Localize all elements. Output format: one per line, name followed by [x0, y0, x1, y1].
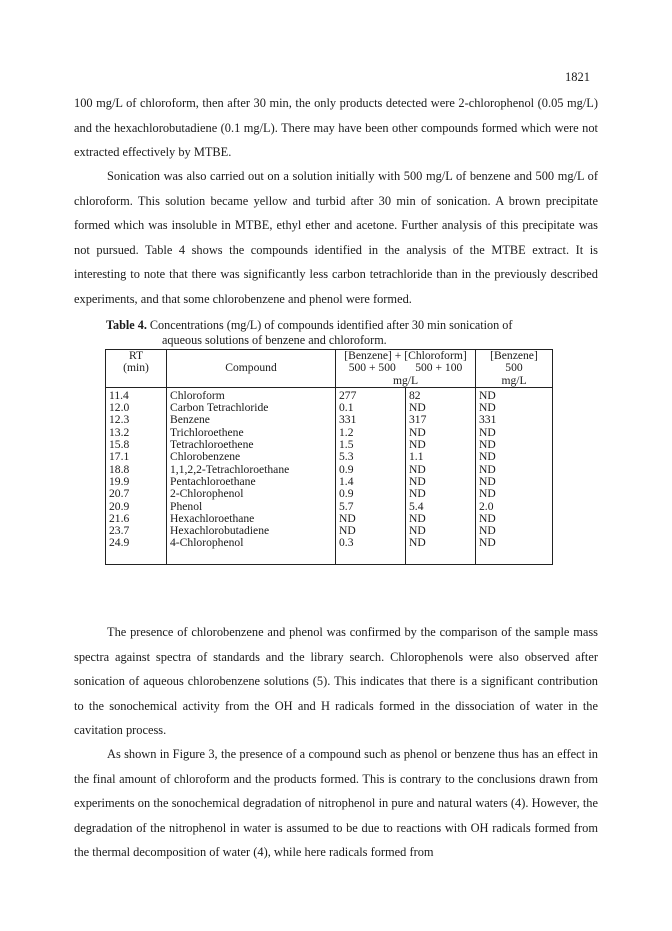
cell-compound: Chloroform — [167, 387, 336, 402]
table-caption — [106, 318, 576, 348]
cell-mix-500-100: 5.4 — [406, 501, 476, 513]
paragraph-sonication-benzene: Sonication was also carried out on a solution initially with 500 mg/L of benzene and 500 mg/L of chloroform. This solution became yellow and turbid after 30 min of sonication. A brown precipitate formed which was insoluble in MTBE, ethyl ether and acetone. Further analysis of this precipitate was not pursued. Table 4 shows the compounds identified in the analysis of the MTBE extract. It is interesting to note that there was significantly less carbon tetrachloride than in the previously described experiments, and that some chlorobenzene and phenol were formed. — [74, 169, 598, 306]
cell-mix-500-100: ND — [406, 464, 476, 476]
cell-benzene-500: ND — [476, 525, 553, 537]
cell-mix-500-500: 0.1 — [336, 402, 406, 414]
cell-mix-500-500: 1.4 — [336, 476, 406, 488]
header-benzene-conc: 500 — [505, 361, 523, 375]
cell-compound: Carbon Tetrachloride — [167, 402, 336, 414]
header-mixture-500-500: 500 + 500 — [348, 361, 396, 375]
cell-mix-500-100: 317 — [406, 414, 476, 426]
header-benzene — [476, 350, 553, 388]
cell-rt: 12.0 — [106, 402, 167, 414]
cell-compound: Tetrachloroethene — [167, 439, 336, 451]
header-benzene-unit: mg/L — [501, 373, 527, 387]
cell-mix-500-500: 277 — [336, 387, 406, 402]
header-rt — [106, 350, 167, 388]
cell-mix-500-500: ND — [336, 525, 406, 537]
cell-rt: 12.3 — [106, 414, 167, 426]
cell-rt: 13.2 — [106, 427, 167, 439]
cell-mix-500-500: 1.5 — [336, 439, 406, 451]
cell-rt: 24.9 — [106, 537, 167, 549]
cell-compound: 1,1,2,2-Tetrachloroethane — [167, 464, 336, 476]
cell-mix-500-100: ND — [406, 525, 476, 537]
table-row — [106, 488, 553, 500]
header-rt-unit: (min) — [123, 361, 149, 375]
cell-mix-500-500: ND — [336, 513, 406, 525]
cell-rt: 11.4 — [106, 387, 167, 402]
table-header-row — [106, 350, 553, 388]
cell-mix-500-500: 0.9 — [336, 488, 406, 500]
cell-mix-500-500: 0.9 — [336, 464, 406, 476]
header-mixture-500-100: 500 + 100 — [415, 361, 463, 375]
cell-rt: 18.8 — [106, 464, 167, 476]
cell-benzene-500: ND — [476, 402, 553, 414]
cell-mix-500-500: 0.3 — [336, 537, 406, 549]
table-caption-line1: Concentrations (mg/L) of compounds identified after 30 min sonication of — [149, 318, 513, 332]
cell-benzene-500: 2.0 — [476, 501, 553, 513]
header-rt-label: RT — [128, 349, 144, 362]
table-caption-line2: aqueous solutions of benzene and chloroform. — [162, 333, 387, 347]
cell-benzene-500: ND — [476, 439, 553, 451]
cell-compound: Trichloroethene — [167, 427, 336, 439]
cell-rt: 19.9 — [106, 476, 167, 488]
cell-compound: Benzene — [167, 414, 336, 426]
cell-mix-500-100: 82 — [406, 387, 476, 402]
concentration-table — [105, 349, 553, 565]
cell-benzene-500: ND — [476, 488, 553, 500]
cell-compound: Chlorobenzene — [167, 451, 336, 463]
table-row — [106, 387, 553, 402]
header-mixture — [336, 350, 476, 388]
table-row — [106, 537, 553, 549]
paragraph-continuation: 100 mg/L of chloroform, then after 30 min, the only products detected were 2-chlorophenol (0.05 mg/L) and the hexachlorobutadiene (0.1 mg/L). There may have been other compounds formed which were not extracted effectively by MTBE. — [74, 96, 598, 159]
cell-rt: 15.8 — [106, 439, 167, 451]
table-row — [106, 451, 553, 463]
cell-benzene-500: 331 — [476, 414, 553, 426]
paragraph-confirmation: The presence of chlorobenzene and phenol was confirmed by the comparison of the sample mass spectra against spectra of standards and the library search. Chlorophenols were also observed after sonication of aqueous chlorobenzene solutions (5). This indicates that there is a significant contribution to the sonochemical activity from the OH and H radicals formed in the dissociation of water in the cavitation process. — [74, 625, 598, 737]
header-compound — [167, 350, 336, 388]
page-number: 1821 — [565, 70, 590, 84]
cell-rt: 23.7 — [106, 525, 167, 537]
header-mixture-unit: mg/L — [392, 373, 419, 387]
cell-compound: Phenol — [167, 501, 336, 513]
cell-rt: 21.6 — [106, 513, 167, 525]
header-mixture-group: [Benzene] + [Chloroform] — [344, 349, 467, 362]
cell-mix-500-500: 5.7 — [336, 501, 406, 513]
cell-benzene-500: ND — [476, 451, 553, 463]
cell-mix-500-500: 5.3 — [336, 451, 406, 463]
header-compound-label: Compound — [225, 361, 277, 375]
cell-compound: 4-Chlorophenol — [167, 537, 336, 549]
cell-benzene-500: ND — [476, 387, 553, 402]
cell-compound: Pentachloroethane — [167, 476, 336, 488]
table-body — [106, 387, 553, 564]
cell-mix-500-100: ND — [406, 513, 476, 525]
cell-rt: 20.7 — [106, 488, 167, 500]
cell-mix-500-500: 1.2 — [336, 427, 406, 439]
table-caption-label: Table 4. — [106, 318, 147, 332]
cell-mix-500-100: ND — [406, 537, 476, 549]
cell-benzene-500: ND — [476, 537, 553, 549]
cell-compound: Hexachloroethane — [167, 513, 336, 525]
table-bottom-space — [106, 550, 553, 565]
cell-rt: 20.9 — [106, 501, 167, 513]
cell-mix-500-500: 331 — [336, 414, 406, 426]
cell-mix-500-100: 1.1 — [406, 451, 476, 463]
table-row — [106, 414, 553, 426]
cell-mix-500-100: ND — [406, 476, 476, 488]
cell-benzene-500: ND — [476, 476, 553, 488]
cell-mix-500-100: ND — [406, 488, 476, 500]
cell-mix-500-100: ND — [406, 427, 476, 439]
cell-rt: 17.1 — [106, 451, 167, 463]
cell-benzene-500: ND — [476, 513, 553, 525]
cell-benzene-500: ND — [476, 464, 553, 476]
cell-mix-500-100: ND — [406, 439, 476, 451]
cell-mix-500-100: ND — [406, 402, 476, 414]
cell-benzene-500: ND — [476, 427, 553, 439]
table-row — [106, 501, 553, 513]
cell-compound: 2-Chlorophenol — [167, 488, 336, 500]
cell-compound: Hexachlorobutadiene — [167, 525, 336, 537]
paragraph-figure3: As shown in Figure 3, the presence of a compound such as phenol or benzene thus has an effect in the final amount of chloroform and the products formed. This is contrary to the conclusions drawn from experiments on the sonochemical degradation of nitrophenol in pure and natural waters (4). However, the degradation of the nitrophenol in water is assumed to be due to reactions with OH radicals formed from the thermal decomposition of water (4), while here radicals formed from — [74, 747, 598, 859]
header-benzene-group: [Benzene] — [490, 349, 538, 362]
